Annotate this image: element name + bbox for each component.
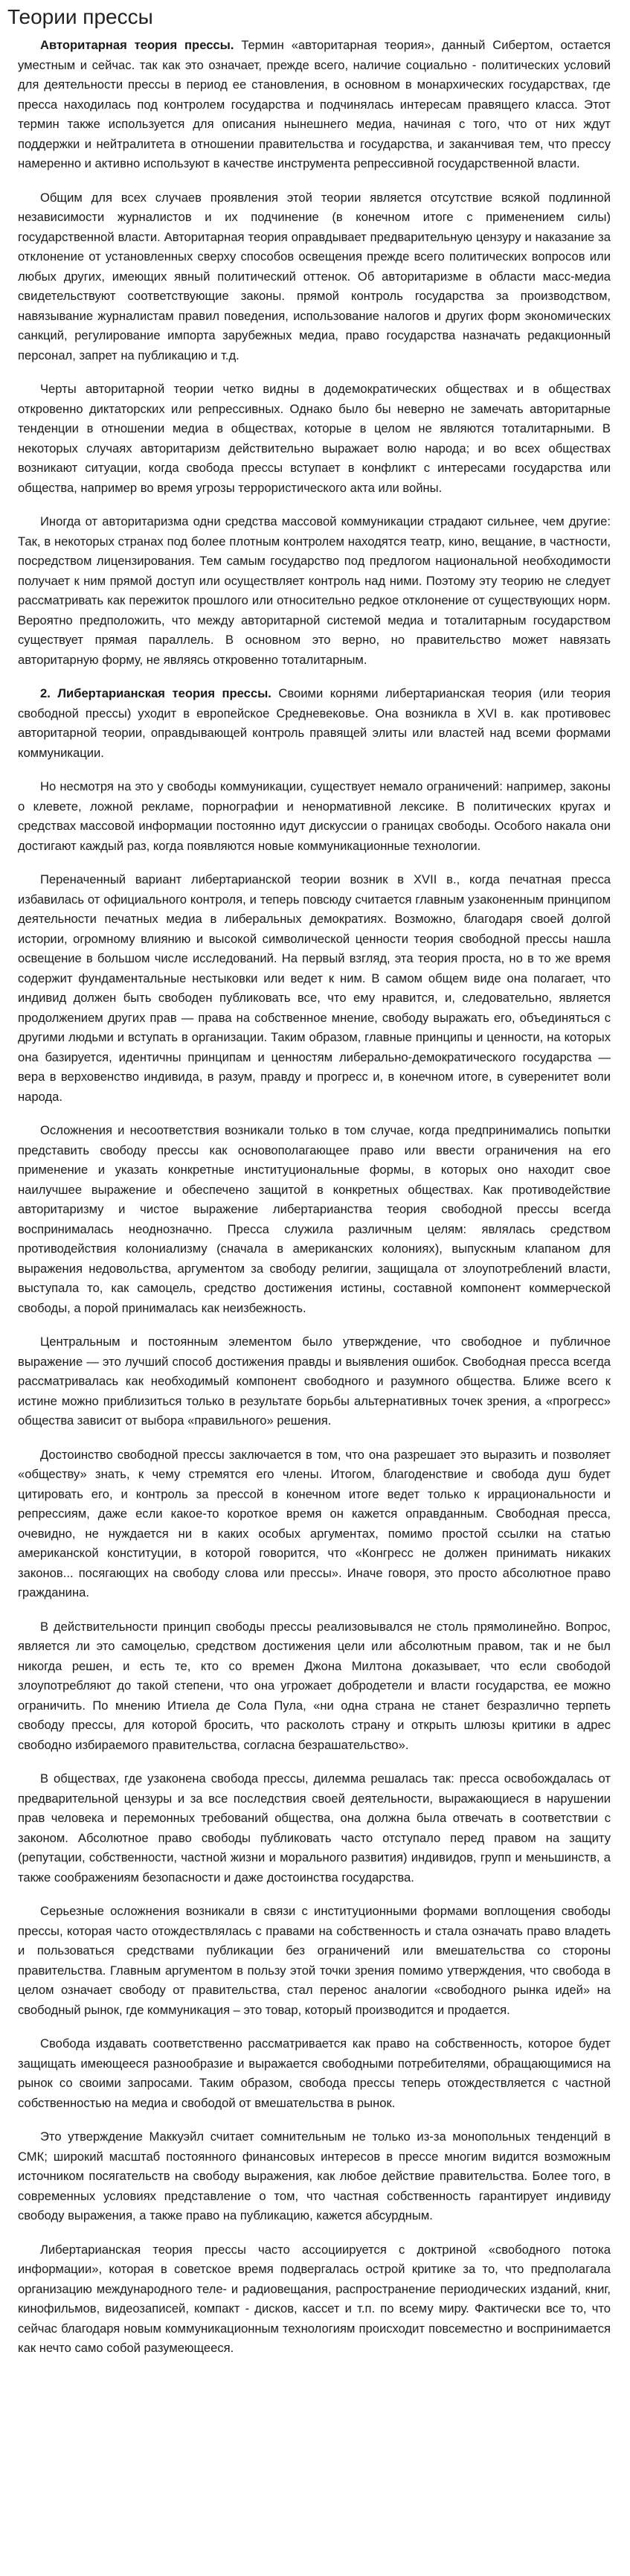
paragraph [18,2240,611,2359]
paragraph [18,512,611,670]
paragraph-text: Но несмотря на это у свободы коммуникации, существует немало ограничений: например, законы о клевете, ложной рекламе, порнографии и ненормативной лексике. В политических кругах и средствах массовой информации постоянно идут дискуссии о границах свободы. Особого накала они достигают каждый раз, когда появляются новые коммуникационные технологии. [18,779,611,853]
paragraph [18,684,611,763]
paragraph-text: В обществах, где узаконена свобода прессы, дилемма решалась так: пресса освобождалась от предварительной цензуры и за все последствия своей деятельности, выражающиеся в нарушении прав человека и перемонных требований общества, она должна была отвечать в соответствии с законом. Абсолютное право свободы публиковать часто отступало перед правом на защиту (репутации, собственности, частной жизни и морального развития) индивидов, групп и меньшинств, а также соображениям безопасности и даже достоинства государства. [18,1771,611,1885]
paragraph [18,1121,611,1318]
page-title: Теории прессы [7,5,153,28]
paragraph [18,1332,611,1431]
paragraph-text: Термин «авторитарная теория», данный Сибертом, остается уместным и сейчас. так как это означает, прежде всего, наличие социально - политических условий для деятельности прессы в период ее становления, в основном в монархических государствах, где пресса находилась под контролем государства и подчинялась интересам правящего класса. Этот термин также используется для описания нынешнего медиа, начиная с того, что от них ждут поддержки и нейтралитета в отношении правительства и государства, и заканчивая тем, что прессу намеренно и активно используют в качестве инструмента репрессивной государственной власти. [18,38,611,170]
paragraph [18,777,611,856]
paragraph [18,1902,611,2020]
paragraph [18,1445,611,1603]
paragraph [18,2034,611,2113]
paragraph-text: Иногда от авторитаризма одни средства массовой коммуникации страдают сильнее, чем другие: Так, в некоторых странах под более плотным контролем находятся театр, кино, вещание, в частности, посредством лицензирования. Тем самым государство под предлогом национальной необходимости получает к ним прямой доступ или осуществляет контроль над ними. Поэтому эту теорию не следует рассматривать как пережиток прошлого или относительно редкое отклонение от существующих норм. Вероятно предположить, что между авторитарной системой медиа и тоталитарным государством существует прямая параллель. В основном это верно, но правительство может навязать авторитарную форму, не являясь откровенно тоталитарным. [18,514,611,667]
paragraph [18,1617,611,1756]
paragraph [18,1769,611,1888]
paragraph [18,36,611,174]
paragraph-text: В действительности принцип свободы прессы реализовывался не столь прямолинейно. Вопрос, является ли это самоцелью, средством достижения цели или абсолютным правом, так и не был никогда решен, и есть те, кто со времен Джона Милтона доказывает, что если свободой злоупотребляют до такой степени, что она угрожает добродетели и власти государства, ее можно ограничить. По мнению Итиела де Сола Пула, «ни одна страна не станет безразлично терпеть свободу прессы, для которой бросить, что расколоть страну и открыть шлюзы критики в адрес свободно избираемого правительства, согласна безрашательство». [18,1619,611,1752]
paragraph [18,380,611,498]
paragraph-text: Общим для всех случаев проявления этой теории является отсутствие всякой подлинной независимости журналистов и их подчинение (в конечном итоге с применением силы) государственной власти. Авторитарная теория оправдывает предварительную цензуру и наказание за отклонение от установленных сверху способов освещения прежде всего политических вопросов или любых других, имеющих явный политический оттенок. Об авторитаризме в области масс-медиа свидетельствуют соответствующие законы. прямой контроль государства за производством, навязывание журналистам правил поведения, использование налогов и других форм экономических санкций, регулирование импорта зарубежных медиа, право государства назначать редакционный персонал, запрет на публикацию и т.д. [18,190,611,362]
paragraph-text: Черты авторитарной теории четко видны в додемократических обществах и в обществах откровенно диктаторских или репрессивных. Однако было бы неверно не замечать авторитарные тенденции в отношении медиа в обществах, которые в целом не являются тоталитарными. В некоторых случаях авторитаризм действительно выражает волю народа; и во всех обществах возникают ситуации, когда свобода прессы вступает в конфликт с интересами государства или общества, например во время угрозы террористического акта или войны. [18,382,611,495]
paragraph [18,870,611,1107]
article-body [7,36,611,2359]
paragraph-text: Свобода издавать соответственно рассматривается как право на собственность, которое будет защищать имеющееся разнообразие и выражается свободными потребителями, обращающимися на рынок со своими запросами. Таким образом, свобода прессы теперь отождествляется с частной собственностью на медиа и свободой от вмешательства в рынок. [18,2036,611,2110]
section-heading: Авторитарная теория прессы. [40,38,234,52]
paragraph-text: Переначенный вариант либертарианской теории возник в XVII в., когда печатная пресса избавилась от официального контроля, и теперь повсюду считается главным узаконенным принципом деятельности печатных медиа в либеральных демократиях. Возможно, благодаря своей долгой истории, огромному влиянию и высокой символической ценности теория свободной прессы нашла освещение в большом числе исследований. На первый взгляд, эта теория проста, но в то же время содержит фундаментальные нестыковки или ведет к ним. В самом общем виде она полагает, что индивид должен быть свободен публиковать все, что ему нравится, и, следовательно, является продолжением других прав — права на собственное мнение, свободу выражать его, объединяться с другими людьми и вступать в организации. Таким образом, главные принципы и ценности, на которых она базируется, идентичны принципам и ценностям либерально-демократического государства — вера в верховенство индивида, в разум, правду и прогресс и, в конечном итоге, в суверенитет воли народа. [18,872,611,1104]
paragraph [18,2127,611,2226]
paragraph-text: Серьезные осложнения возникали в связи с институционными формами воплощения свободы прессы, которая часто отождествлялась с правами на собственность и стала означать право владеть и пользоваться средствами публикации без ограничений или вмешательства со стороны правительства. Главным аргументом в пользу этой точки зрения помимо утверждения, что свобода в целом означает свободу от правительства, стал перенос аналогии «свободного рынка идей» на свободный рынок, где коммуникация – это товар, который производится и продается. [18,1904,611,2017]
paragraph-text: Достоинство свободной прессы заключается в том, что она разрешает это выразить и позволяет «обществу» знать, к чему стремятся его члены. Итогом, благоденствие и свобода душ будет цитировать его, и контроль за прессой в конечном итоге ведет только к иррациональности и репрессиям, даже если какое-то короткое время он кажется оправданным. Свободная пресса, очевидно, не нуждается ни в каких особых аргументах, помимо простой ссылки на статью американской конституции, в которой говорится, что «Конгресс не должен принимать никаких законов... посягающих на свободу слова или прессы». Иначе говоря, это просто абсолютное право гражданина. [18,1447,611,1599]
paragraph-text: Своими корнями либертарианская теория (или теория свободной прессы) уходит в европейское Средневековье. Она возникла в XVI в. как противовес авторитарной теории, оправдывающей контроль правящей элиты или властей над всеми формами коммуникации. [18,686,611,760]
section-heading: 2. Либертарианская теория прессы. [40,686,271,700]
paragraph-text: Центральным и постоянным элементом было утверждение, что свободное и публичное выражение — это лучший способ достижения правды и выявления ошибок. Свободная пресса всегда рассматривалась как необходимый компонент свободного и разумного общества. Ближе всего к истине можно приблизиться только в результате борьбы альтернативных точек зрения, а «прогресс» общества зависит от выбора «правильного» решения. [18,1335,611,1428]
paragraph-text: Это утверждение Маккуэйл считает сомнительным не только из-за монопольных тенденций в СМК; широкий масштаб постоянного финансовых интересов в прессе многим видится возможным источником посягательств на свободу выражения, как любое действие правительства. Более того, в современных условиях представление о том, что частная собственность гарантирует индивиду свободу выражения, а также право на публикацию, кажется абсурдным. [18,2129,611,2222]
paragraph [18,188,611,366]
paragraph-text: Либертарианская теория прессы часто ассоциируется с доктриной «свободного потока информации», которая в советское время подвергалась острой критике за то, что предполагала организацию международного теле- и радиовещания, распространение периодических изданий, книг, кинофильмов, видеозаписей, компакт - дисков, кассет и т.п. по всему миру. Фактически все то, что сейчас благодаря новым коммуникационным технологиям происходит повсеместно и воспринимается как нечто само собой разумеющееся. [18,2242,611,2355]
paragraph-text: Осложнения и несоответствия возникали только в том случае, когда предпринимались попытки представить свободу прессы как основополагающее право или ввести ограничения на его применение и указать конкретные институциональные формы, в которых оно находит свое наилучшее выражение и обеспечено защитой в конкретных обществах. Как противодействие авторитаризму и чистое выражение либертарианства теория свободной прессы всегда воспринималась неоднозначно. Пресса служила различным целям: являлась средством противодействия колониализму (сначала в американских колониях), выпускным клапаном для выражения недовольства, аргументом за свободу религии, защищала от злоупотреблений власти, выступала то, как самоцель, средство достижения истины, составной компонент коммерческой свободы, а порой принималась как неизбежность. [18,1123,611,1315]
